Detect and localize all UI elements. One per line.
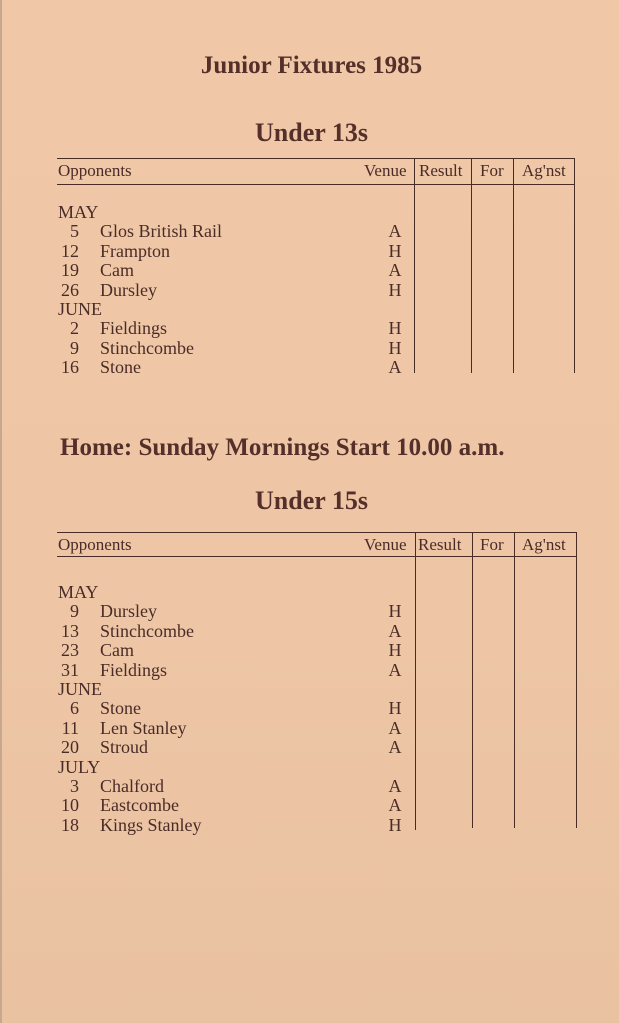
page-title: Junior Fixtures 1985: [200, 52, 423, 79]
header-for: For: [480, 161, 504, 180]
fixture-opponent: Stone: [100, 698, 142, 719]
month-label: MAY: [58, 582, 99, 602]
fixture-venue: A: [388, 620, 402, 641]
fixture-opponent: Len Stanley: [100, 717, 187, 738]
table-top-rule: [57, 158, 575, 159]
fixture-opponent: Chalford: [100, 776, 164, 796]
fixture-venue: A: [388, 221, 402, 242]
header-against: Ag'nst: [522, 535, 566, 554]
against-column-rule: [576, 532, 577, 828]
fixture-row: [57, 601, 417, 621]
fixture-venue: A: [388, 659, 402, 680]
table-top-rule: [57, 532, 576, 533]
against-column-rule: [574, 158, 575, 373]
fixture-row: [57, 280, 417, 300]
header-opponents: Opponents: [58, 161, 132, 180]
fixture-row: [57, 737, 417, 757]
month-label: JULY: [58, 756, 101, 777]
fixture-day: 19: [61, 260, 79, 281]
fixture-opponent: Cam: [100, 260, 134, 281]
header-against: Ag'nst: [522, 161, 566, 180]
fixture-day: 23: [61, 640, 79, 661]
fixture-row: [57, 718, 417, 738]
fixture-venue: H: [388, 240, 402, 261]
fixture-row: [57, 338, 417, 358]
fixture-venue: A: [388, 795, 402, 816]
fixture-venue: A: [388, 737, 402, 758]
home-start-note: Home: Sunday Mornings Start 10.00 a.m.: [60, 434, 505, 461]
fixture-row: [57, 640, 417, 660]
fixture-day: 16: [61, 357, 79, 378]
fixture-day: 9: [70, 337, 79, 358]
fixture-venue: H: [388, 318, 402, 339]
fixture-row: [57, 221, 417, 241]
fixture-day: 20: [61, 737, 79, 758]
header-result: Result: [418, 535, 462, 554]
month-label: MAY: [58, 202, 99, 222]
fixture-day: 2: [70, 318, 79, 339]
fixture-row: [57, 260, 417, 280]
under13-title: Under 13s: [255, 118, 368, 147]
fixture-venue: A: [388, 717, 402, 738]
fixture-venue: H: [388, 601, 402, 622]
fixture-opponent: Cam: [100, 640, 134, 661]
fixture-row: [57, 815, 417, 835]
fixture-day: 3: [70, 776, 79, 796]
month-label: JUNE: [58, 679, 102, 699]
result-column-rule: [472, 532, 473, 828]
fixture-opponent: Fieldings: [100, 659, 168, 680]
fixture-venue: A: [388, 357, 402, 378]
header-venue: Venue: [364, 161, 407, 180]
fixture-venue: A: [388, 776, 402, 796]
fixture-venue: A: [388, 260, 402, 281]
fixture-row: [57, 357, 417, 377]
fixture-day: 12: [61, 240, 79, 261]
fixture-opponent: Stinchcombe: [100, 620, 194, 641]
fixture-row: [57, 660, 417, 680]
table-header-rule: [57, 556, 576, 557]
fixture-day: 31: [61, 659, 79, 680]
fixture-opponent: Stone: [100, 357, 142, 378]
fixture-venue: H: [388, 698, 402, 719]
result-column-rule: [471, 158, 472, 373]
fixture-opponent: Fieldings: [100, 318, 168, 339]
fixture-opponent: Eastcombe: [100, 795, 179, 816]
fixture-venue: H: [388, 814, 402, 835]
fixture-opponent: Glos British Rail: [100, 221, 223, 242]
fixture-day: 18: [61, 814, 79, 835]
fixture-venue: H: [388, 337, 402, 358]
fixture-day: 13: [61, 620, 79, 641]
fixture-opponent: Stroud: [100, 737, 149, 758]
fixture-row: [57, 795, 417, 815]
fixture-venue: H: [388, 640, 402, 661]
fixture-day: 26: [61, 279, 79, 300]
fixture-opponent: Stinchcombe: [100, 337, 194, 358]
fixture-opponent: Frampton: [100, 240, 170, 261]
fixture-day: 10: [61, 795, 79, 816]
fixture-day: 6: [70, 698, 79, 719]
fixture-row: [57, 776, 417, 796]
fixture-day: 5: [70, 221, 79, 242]
fixture-row: [57, 698, 417, 718]
fixture-row: [57, 621, 417, 641]
fixture-venue: H: [388, 279, 402, 300]
for-column-rule: [513, 158, 514, 373]
fixture-day: 9: [70, 601, 79, 622]
fixture-opponent: Dursley: [100, 601, 157, 622]
header-result: Result: [419, 161, 463, 180]
month-label: JUNE: [58, 299, 102, 319]
fixture-opponent: Kings Stanley: [100, 814, 202, 835]
header-for: For: [480, 535, 504, 554]
table-header-rule: [57, 184, 575, 185]
fixture-row: [57, 318, 417, 338]
fixture-row: [57, 241, 417, 261]
header-venue: Venue: [364, 535, 407, 554]
under15-title: Under 15s: [255, 486, 368, 515]
fixture-opponent: Dursley: [100, 279, 157, 300]
for-column-rule: [514, 532, 515, 828]
header-opponents: Opponents: [58, 535, 132, 554]
fixture-day: 11: [61, 717, 79, 738]
